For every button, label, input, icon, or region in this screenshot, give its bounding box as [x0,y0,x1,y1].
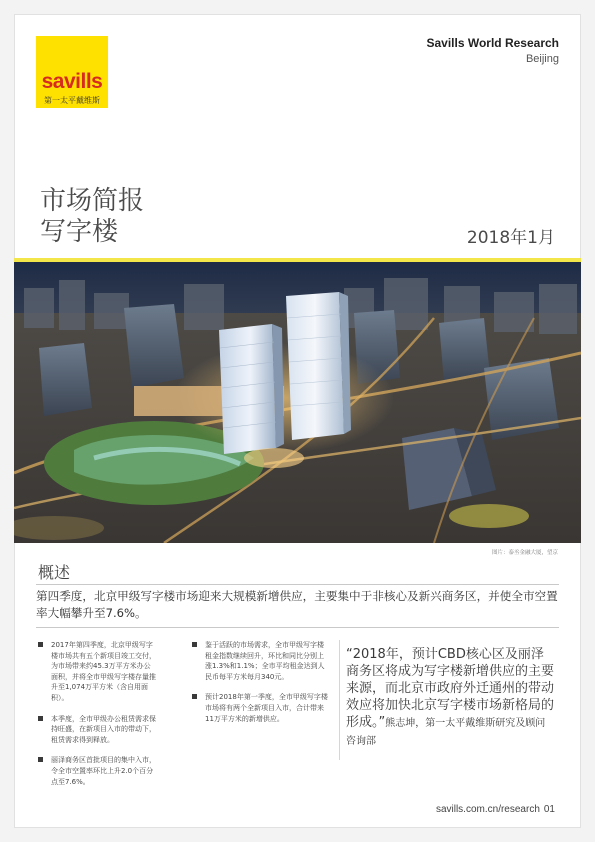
quote-attribution: 熊志坤，第一太平戴维斯研究及顾问咨询部 [346,718,546,747]
brand-city: Beijing [525,53,559,65]
bullet-item [38,714,156,746]
logo-subtitle: 第一太平戴维斯 [44,96,100,105]
column-divider [339,640,340,760]
header-brand [426,36,559,65]
pull-quote [346,646,554,750]
bullet-column-2 [192,640,330,734]
brand-name: Savills World Research [426,36,559,50]
bullet-text: 丽泽商务区首批项目的集中入市，令全市空置率环比上升2.0个百分点至7.6%。 [51,756,156,786]
bullet-text: 2017年第四季度，北京甲级写字楼市场共有五个新项目竣工交付，为市场带来约45.3万平方米办公面积，并将全市甲级写字楼存量推升至1,074万平方米（含自用面积）。 [51,641,156,702]
title-line-2: 写字楼 [40,217,119,247]
square-bullet-icon [38,642,43,647]
summary-rule-bottom [36,627,559,628]
bullet-item [192,640,330,682]
hero-photo-office-towers [14,258,581,543]
bullet-text: 预计2018年第一季度，全市甲级写字楼市场将有两个全新项目入市，合计带来11万平方米的新增供应。 [205,693,328,723]
image-credit: 图片：泰丞金融大厦，望京 [491,550,558,556]
square-bullet-icon [38,716,43,721]
title-line-1: 市场简报 [40,186,145,216]
footer-url: savills.com.cn/research [435,804,540,815]
bullet-column-1 [38,640,156,797]
bullet-text: 鉴于活跃的市场需求，全市甲级写字楼租金指数继续回升，环比和同比分别上涨1.3%和1.1%；全市平均租金达到人民币每平方米每月340元。 [205,641,325,681]
section-title: 概述 [38,563,71,582]
logo-wordmark: savills [41,70,103,93]
savills-logo [36,36,108,108]
bullet-item [38,755,156,787]
footer [436,804,555,815]
square-bullet-icon [192,642,197,647]
report-date: 2018年1月 [466,228,555,248]
page-number: 01 [543,804,555,815]
bullet-item [38,640,156,704]
summary-rule-top [36,584,559,585]
summary-text: 第四季度，北京甲级写字楼市场迎来大规模新增供应，主要集中于非核心及新兴商务区，并使全市空置率大幅攀升至7.6%。 [36,589,558,620]
bullet-item [192,692,330,724]
square-bullet-icon [38,757,43,762]
square-bullet-icon [192,694,197,699]
report-title [40,186,144,248]
quote-text: “2018年，预计CBD核心区及丽泽商务区将成为写字楼新增供应的主要来源，而北京市政府外迁通州的带动效应将加快北京写字楼市场新格局的形成。” [346,647,555,730]
bullet-text: 本季度，全市甲级办公租赁需求保持旺盛，在新项目入市的带动下，租赁需求得到释放。 [51,714,156,744]
